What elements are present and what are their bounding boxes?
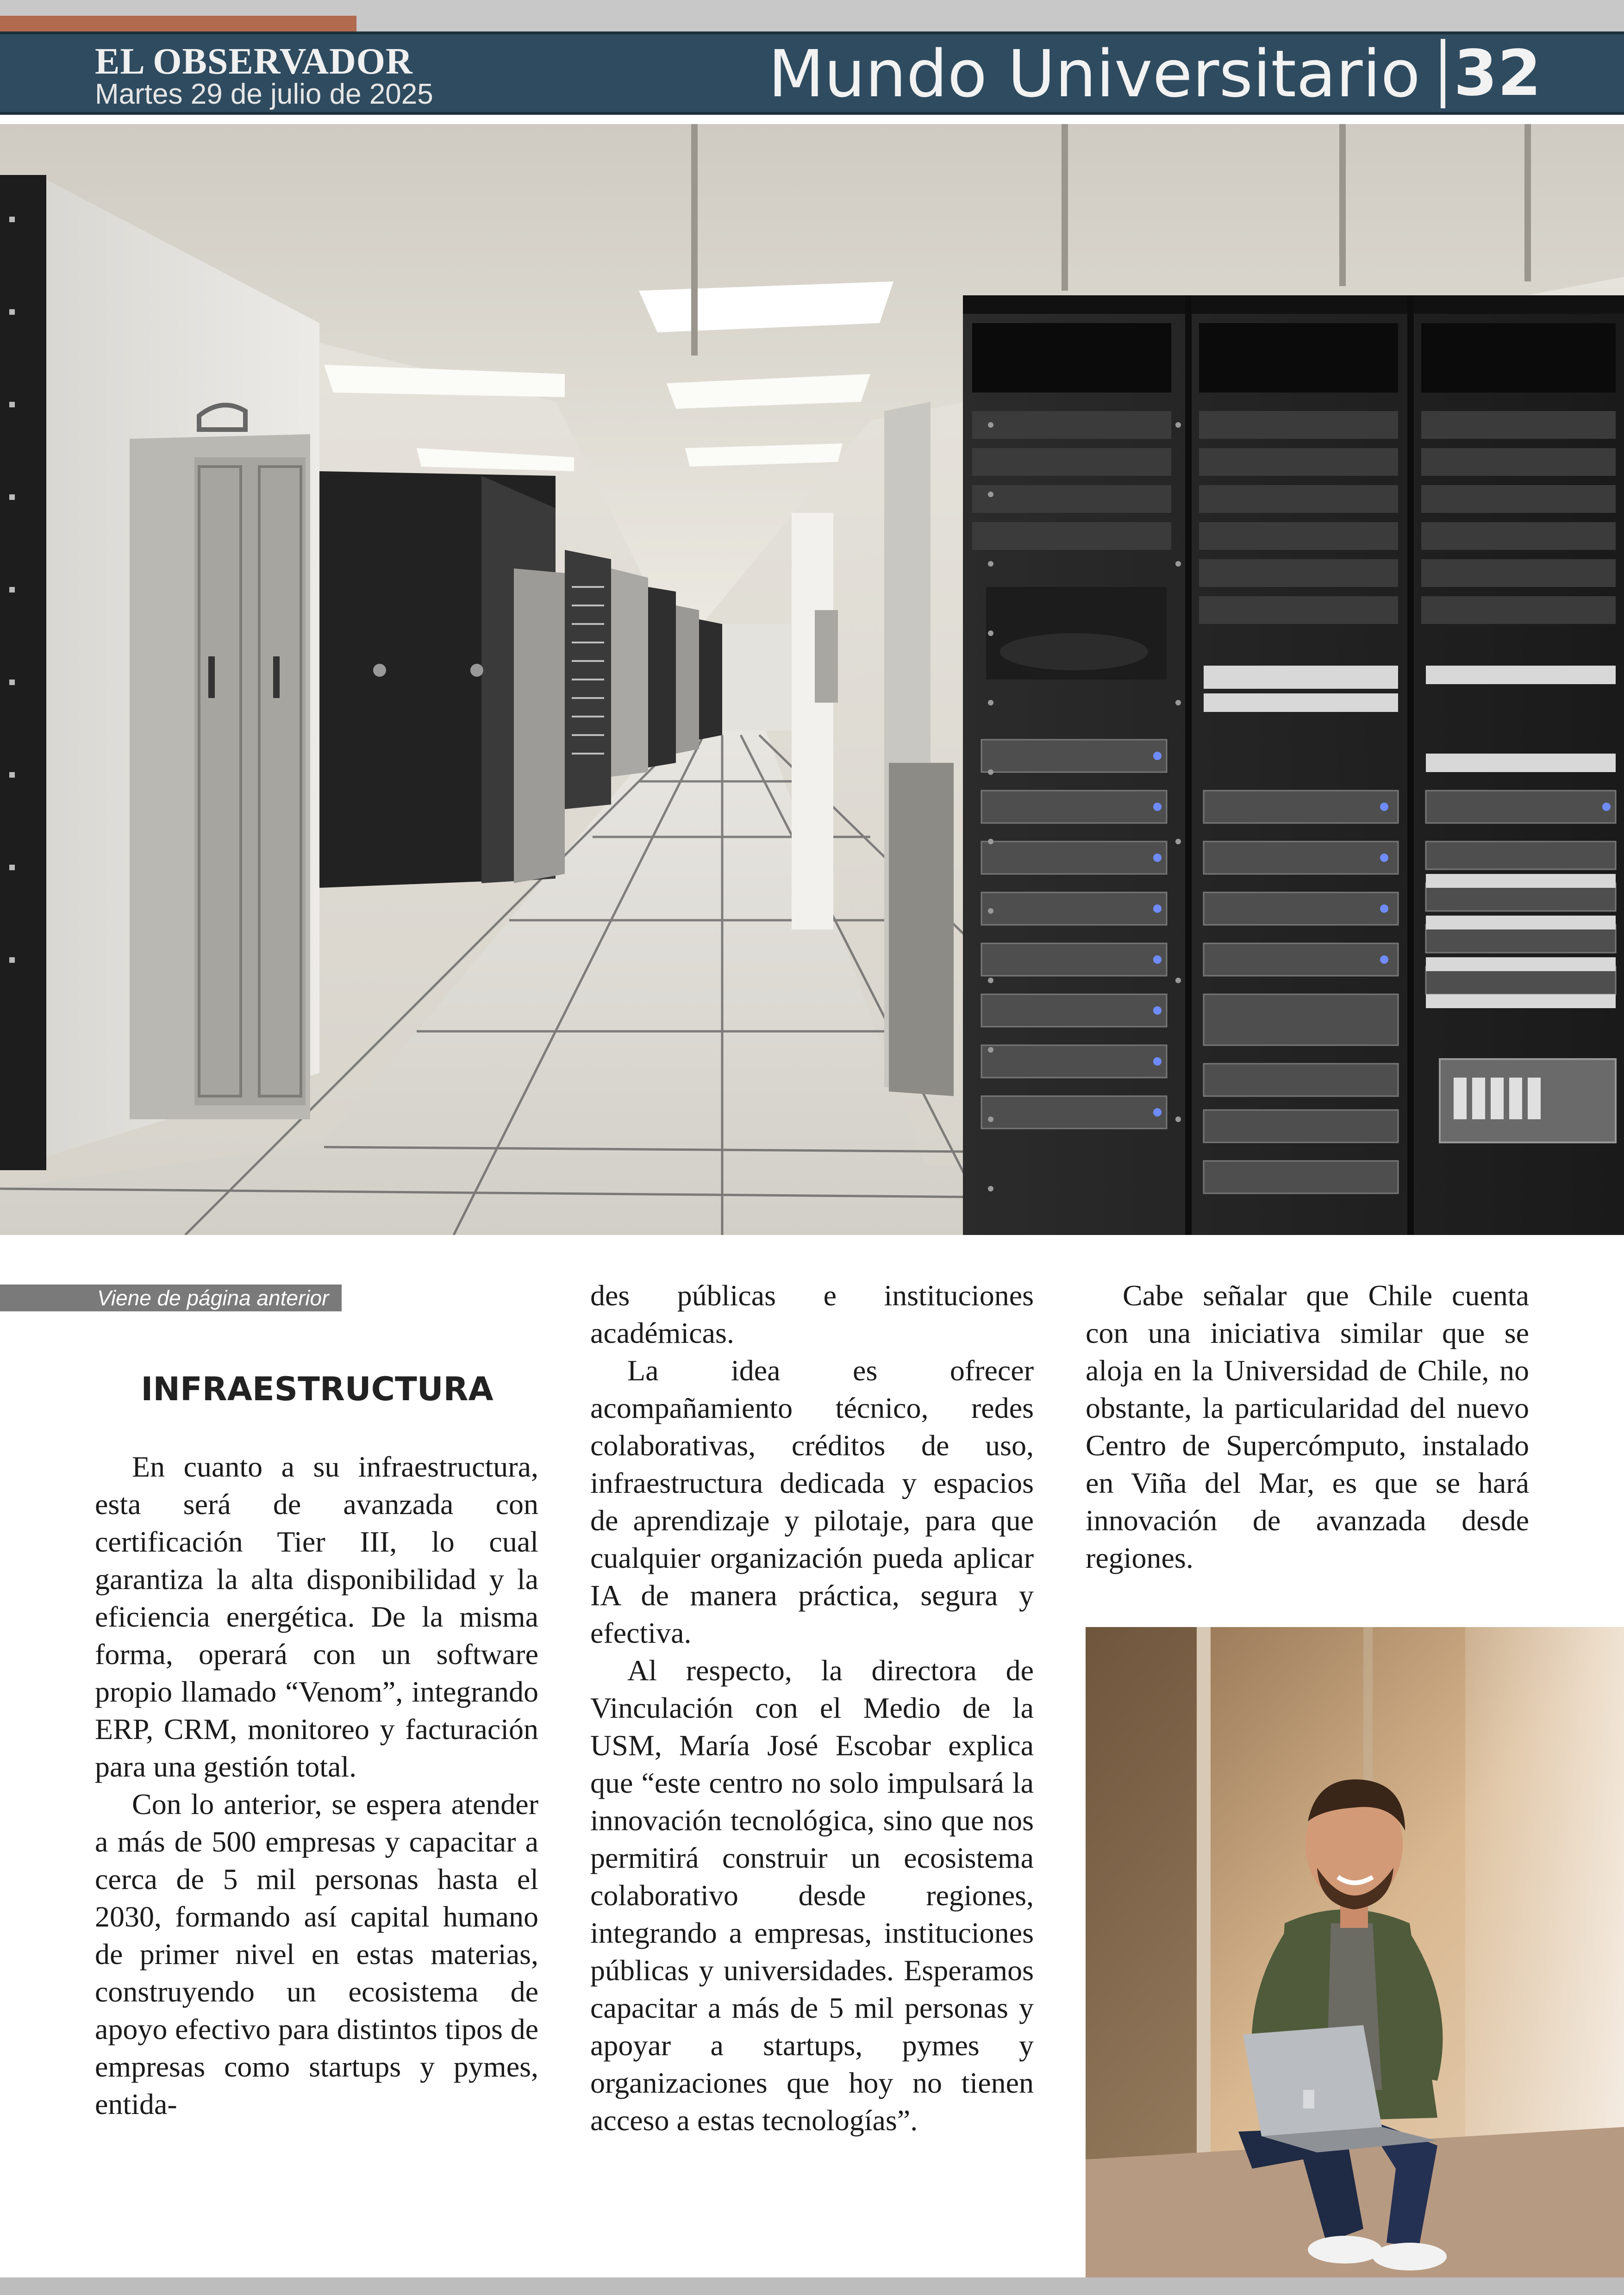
masthead (0, 31, 1624, 115)
top-accent-bar (0, 16, 356, 31)
article-column-3 (1086, 1277, 1529, 1577)
section-subheading: INFRAESTRUCTURA (141, 1370, 493, 1408)
page-number: 32 (1454, 37, 1542, 110)
continued-from-previous-label: Viene de página anterior (0, 1285, 342, 1311)
section-title: Mundo Universitario (768, 37, 1420, 112)
bottom-strip (0, 2277, 1624, 2295)
paragraph: Cabe señalar que Chile cuenta con una iniciativa similar que se aloja en la Universidad de Chile, no obstante, la particularidad del nuevo Centro de Supercómputo, instalado en Viña del Mar, es que se hará innovación de avanzada desde regiones. (1086, 1279, 1529, 1574)
article-column-2 (590, 1277, 1034, 2139)
section-separator (1441, 39, 1445, 108)
paper-name: EL OBSERVADOR (95, 41, 413, 82)
paragraph: Al respecto, la directora de Vinculación con el Medio de la USM, María José Escobar explica que “este centro no solo impulsará la innovación tecnológica, sino que nos permitirá construir un ecosistema colaborativo desde regiones, integrando a empresas, instituciones públicas y universidades. Esperamos capacitar a más de 5 mil personas y apoyar a startups, pymes y organizaciones que hoy no tienen acceso a estas tecnologías”. (590, 1654, 1034, 2137)
paragraph: En cuanto a su infraestructura, esta será de avanzada con certificación Tier III, lo cual garantiza la alta disponibilidad y la eficiencia energética. De la misma forma, operará con un software propio llamado “Venom”, integrando ERP, CRM, monitoreo y facturación para una gestión total. (95, 1450, 538, 1783)
server-room-photo (0, 124, 1624, 1235)
issue-date: Martes 29 de julio de 2025 (95, 78, 433, 110)
paragraph: des públicas e instituciones académicas. (590, 1279, 1034, 1349)
paragraph: Con lo anterior, se espera atender a más de 500 empresas y capacitar a cerca de 5 mil personas hasta el 2030, formando así capital humano de primer nivel en estas materias, construyendo un ecosistema de apoyo efectivo para distintos tipos de empresas como startups y pymes, entida- (95, 1788, 538, 2120)
article-column-1 (95, 1448, 538, 2123)
man-with-laptop-photo (1086, 1627, 1624, 2281)
paragraph: La idea es ofrecer acompañamiento técnico, redes colaborativas, créditos de uso, infraestructura dedicada y espacios de aprendizaje y pilotaje, para que cualquier organización pueda aplicar IA de manera práctica, segura y efectiva. (590, 1354, 1034, 1649)
